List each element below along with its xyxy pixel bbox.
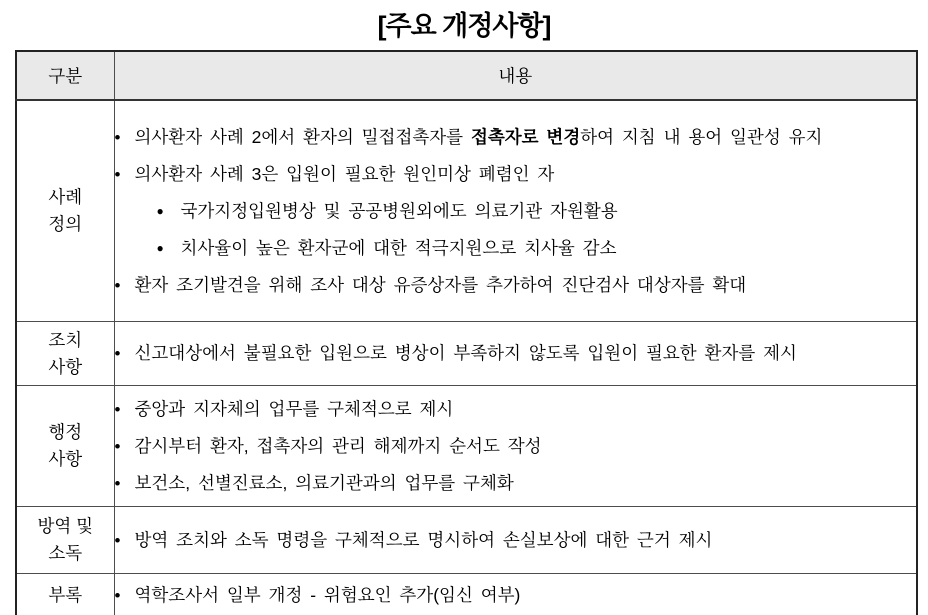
item-text-bold: 접촉자로 변경 [470,126,581,147]
item-text: 환자 조기발견을 위해 조사 대상 유증상자를 추가하여 진단검사 대상자를 확대 [134,274,747,295]
table-row [16,322,917,386]
item-text: 방역 조치와 소독 명령을 구체적으로 명시하여 손실보상에 대한 근거 제시 [134,529,713,550]
category-line: 사항 [48,449,83,469]
content-cell [114,322,917,386]
item-text-post: 하여 지침 내 용어 일관성 유지 [580,126,823,147]
item-text: 감시부터 환자, 접촉자의 관리 해제까지 순서도 작성 [134,435,542,456]
revision-table [15,50,918,615]
list-item [115,335,917,372]
category-line: 행정 [48,422,83,442]
content-cell [114,386,917,507]
column-header-category: 구분 [16,51,114,100]
list-item [115,522,917,559]
category-line: 정의 [48,214,83,234]
table-row [16,507,917,574]
page-title: [주요 개정사항] [377,11,551,41]
item-text: 역학조사서 일부 개정 - 위험요인 추가(임신 여부) [134,584,521,605]
item-text [135,119,917,156]
category-cell [16,322,114,386]
content-cell [114,507,917,574]
category-cell [16,386,114,507]
category-line: 부록 [48,584,83,605]
sub-list-item [157,193,917,230]
column-header-content: 내용 [114,51,917,100]
bullet-icon: • [114,399,121,419]
bullet-icon: • [114,344,121,363]
content-cell [114,100,917,322]
category-line: 방역 및 [37,516,94,536]
item-text: 보건소, 선별진료소, 의료기관과의 업무를 구체화 [134,472,514,493]
bullet-icon: • [114,275,121,295]
bullet-icon: • [114,127,121,147]
table-header-row [16,51,917,100]
item-text: 치사율이 높은 환자군에 대한 적극지원으로 치사율 감소 [180,237,617,258]
bullet-icon: • [114,164,121,184]
table-row [16,100,917,322]
list-item [115,465,917,502]
bullet-icon: • [114,530,121,550]
category-cell [16,507,114,574]
category-line: 소독 [48,543,83,563]
list-item [115,156,917,193]
table-row [16,574,917,615]
sub-bullet-icon: ● [156,203,164,218]
category-cell [16,574,114,615]
sub-list-item [157,230,917,267]
category-line: 조치 [48,329,83,350]
item-text: 의사환자 사례 3은 입원이 필요한 원인미상 폐렴인 자 [134,163,555,184]
category-cell [16,100,114,322]
bullet-icon: • [114,585,121,605]
category-line: 사항 [48,356,83,377]
category-line: 사례 [48,187,83,207]
bullet-icon: • [114,436,121,456]
item-text: 국가지정입원병상 및 공공병원외에도 의료기관 자원활용 [180,200,618,221]
table-row [16,386,917,507]
content-cell [114,574,917,615]
list-item [115,119,917,156]
item-text: 중앙과 지자체의 업무를 구체적으로 제시 [134,398,454,419]
list-item [115,428,917,465]
list-item [115,577,917,614]
bullet-icon: • [114,473,121,493]
list-item [115,391,917,428]
item-text-pre: 의사환자 사례 2에서 환자의 밀접접촉자를 [134,126,471,147]
item-text: 신고대상에서 불필요한 입원으로 병상이 부족하지 않도록 입원이 필요한 환자를 제시 [134,343,797,363]
list-item [115,267,917,304]
sub-bullet-icon: ● [156,240,164,255]
